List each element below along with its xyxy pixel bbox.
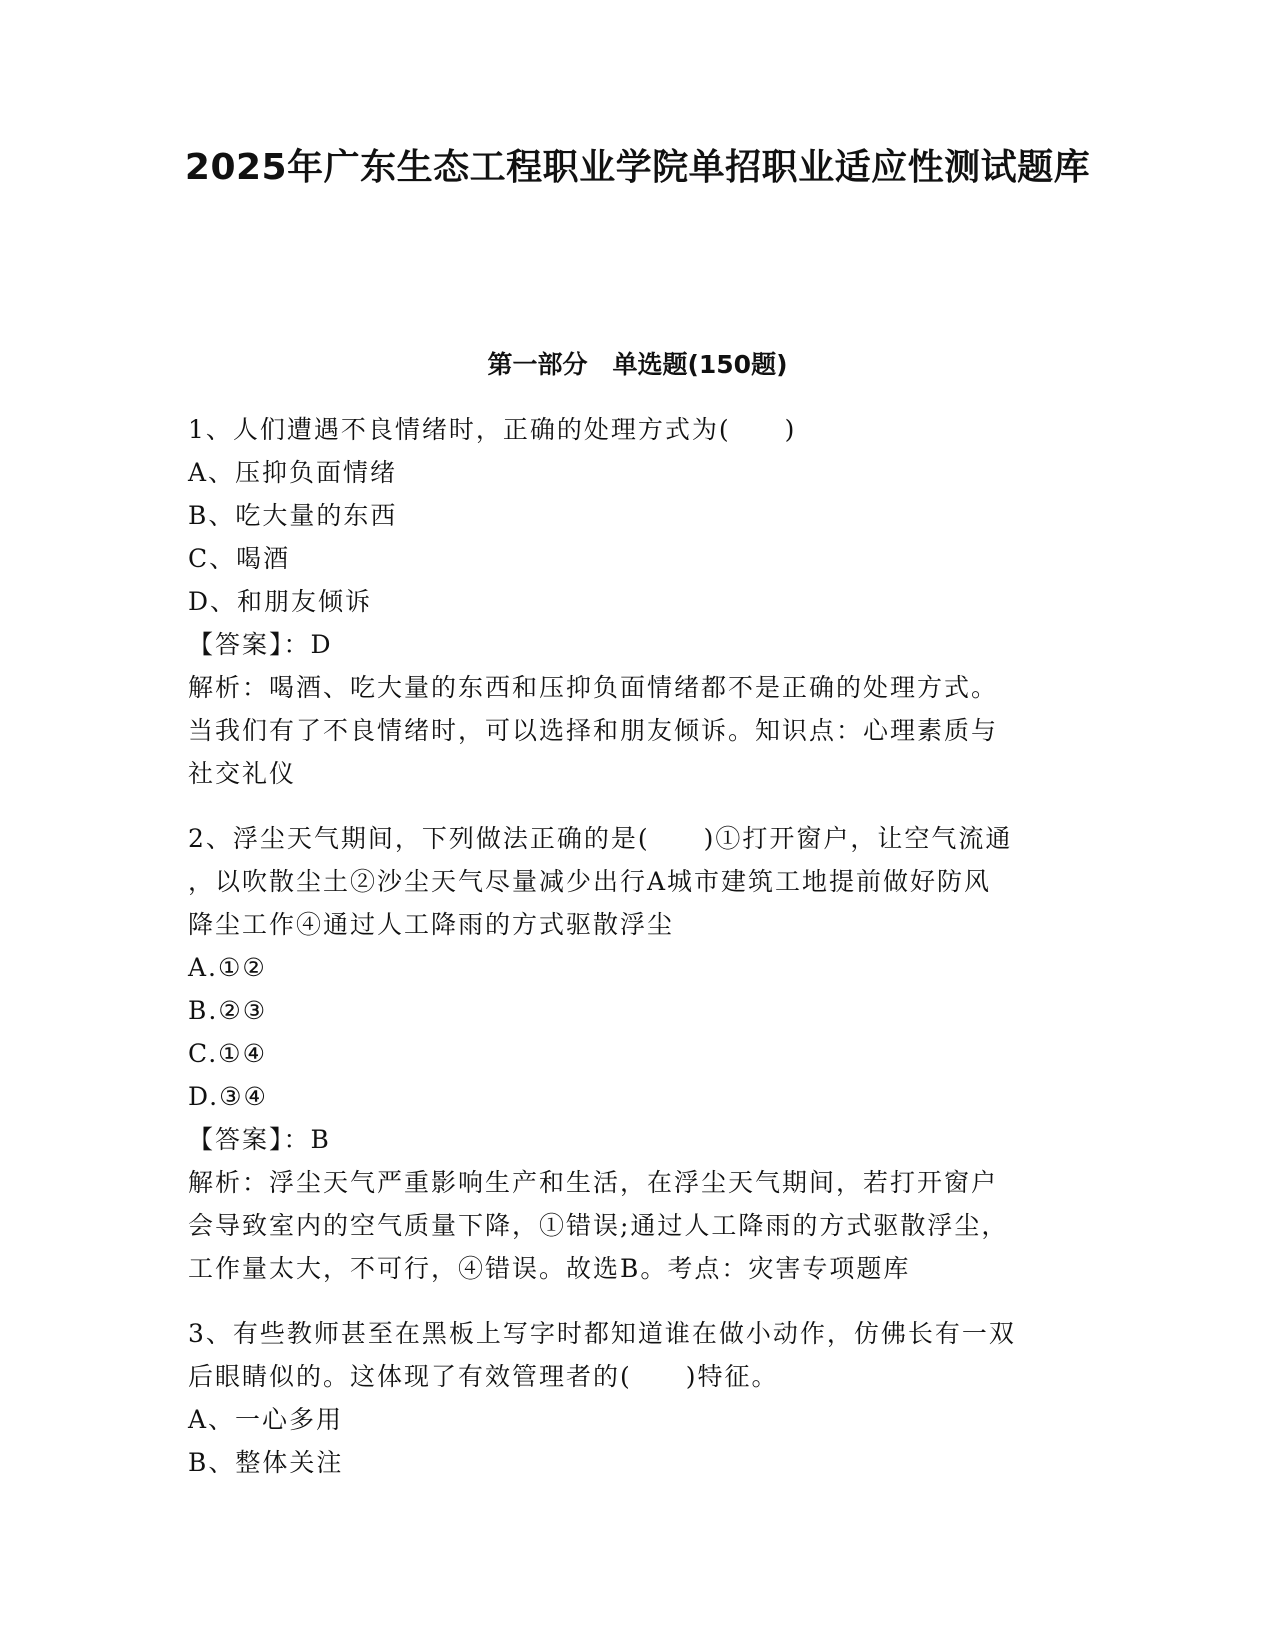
analysis-line: 解析：浮尘天气严重影响生产和生活，在浮尘天气期间，若打开窗户 xyxy=(188,1168,999,1197)
question-stem: 3、有些教师甚至在黑板上写字时都知道谁在做小动作，仿佛长有一双 xyxy=(188,1319,1016,1348)
section-heading: 第一部分 单选题(150题) xyxy=(487,350,788,379)
option-a: A.①② xyxy=(188,953,267,982)
question-2 xyxy=(188,817,1088,1290)
option-a: A、一心多用 xyxy=(188,1405,344,1434)
analysis-line: 会导致室内的空气质量下降，①错误;通过人工降雨的方式驱散浮尘， xyxy=(188,1211,1009,1240)
question-stem: 降尘工作④通过人工降雨的方式驱散浮尘 xyxy=(188,910,675,939)
document-title: 2025年广东生态工程职业学院单招职业适应性测试题库 xyxy=(184,147,1091,188)
question-3 xyxy=(188,1312,1088,1484)
option-b: B.②③ xyxy=(188,996,268,1025)
question-list xyxy=(188,408,1088,1484)
answer: 【答案】：D xyxy=(188,630,333,659)
question-spacer xyxy=(188,795,1088,817)
option-c: C.①④ xyxy=(188,1039,268,1068)
analysis-line: 解析：喝酒、吃大量的东西和压抑负面情绪都不是正确的处理方式。 xyxy=(188,673,999,702)
question-stem: 后眼睛似的。这体现了有效管理者的( )特征。 xyxy=(188,1362,779,1391)
question-stem: 2、浮尘天气期间，下列做法正确的是( )①打开窗户，让空气流通 xyxy=(188,824,1013,853)
analysis-line: 社交礼仪 xyxy=(188,759,297,788)
option-d: D、和朋友倾诉 xyxy=(188,587,373,616)
question-stem: 1、人们遭遇不良情绪时，正确的处理方式为( ) xyxy=(188,415,797,444)
question-spacer xyxy=(188,1290,1088,1312)
option-d: D.③④ xyxy=(188,1082,268,1111)
option-b: B、吃大量的东西 xyxy=(188,501,398,530)
answer: 【答案】：B xyxy=(188,1125,331,1154)
option-b: B、整体关注 xyxy=(188,1448,344,1477)
option-c: C、喝酒 xyxy=(188,544,291,573)
question-stem: ，以吹散尘土②沙尘天气尽量减少出行A城市建筑工地提前做好防风 xyxy=(188,867,992,896)
analysis-line: 当我们有了不良情绪时，可以选择和朋友倾诉。知识点：心理素质与 xyxy=(188,716,999,745)
analysis-line: 工作量太大，不可行，④错误。故选B。考点：灾害专项题库 xyxy=(188,1254,911,1283)
option-a: A、压抑负面情绪 xyxy=(188,458,398,487)
question-1 xyxy=(188,408,1088,795)
